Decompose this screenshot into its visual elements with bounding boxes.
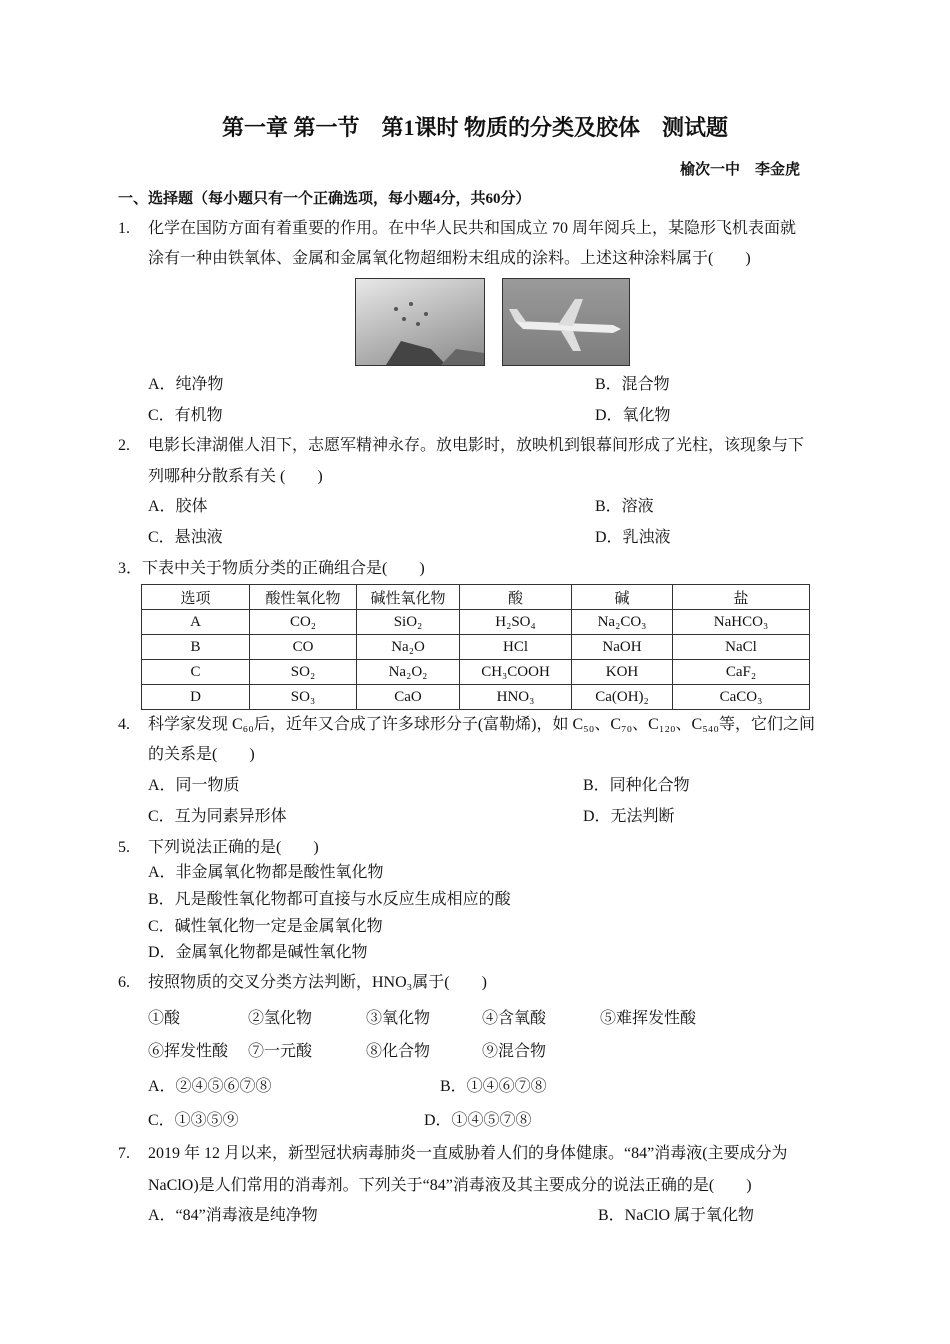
table-cell: CaO	[357, 685, 460, 710]
q6-item: ④含氧酸	[482, 1010, 547, 1027]
q2-text: 列哪种分散系有关 ( )	[148, 468, 323, 485]
page-title: 第一章 第一节 第1课时 物质的分类及胶体 测试题	[221, 115, 728, 140]
q4-option-d: D．无法判断	[583, 808, 675, 825]
q5-option-a: A．非金属氧化物都是酸性氧化物	[148, 864, 384, 881]
table-header: 盐	[673, 585, 810, 610]
q7-text: NaClO)是人们常用的消毒剂。下列关于“84”消毒液及其主要成分的说法正确的是( )	[148, 1177, 752, 1194]
q7-option-a: A．“84”消毒液是纯净物	[148, 1207, 318, 1224]
table-cell: CH₃COOH	[460, 660, 572, 685]
table-header: 酸性氧化物	[250, 585, 357, 610]
classification-table	[141, 584, 810, 710]
q5-option-c: C．碱性氧化物一定是金属氧化物	[148, 918, 383, 935]
table-header-row	[142, 585, 810, 610]
table-cell: CO₂	[250, 610, 357, 635]
q5-number: 5.	[118, 839, 130, 856]
table-header: 选项	[142, 585, 250, 610]
q4-text: 科学家发现 C₆₀后，近年又合成了许多球形分子(富勒烯)，如 C₅₀、C₇₀、C₁₂₀、C₅₄₀等，它们之间	[148, 716, 815, 733]
q4-number: 4.	[118, 716, 130, 733]
table-cell: C	[142, 660, 250, 685]
q1-option-b: B．混合物	[595, 376, 670, 393]
author: 榆次一中 李金虎	[679, 162, 800, 178]
q3-text: 3．下表中关于物质分类的正确组合是( )	[118, 560, 425, 577]
table-header: 碱	[572, 585, 673, 610]
table-cell: Na₂O₂	[357, 660, 460, 685]
q7-option-b: B．NaClO 属于氧化物	[598, 1207, 755, 1224]
q1-text: 化学在国防方面有着重要的作用。在中华人民共和国成立 70 周年阅兵上，某隐形飞机表面就	[148, 220, 797, 237]
q6-item: ⑨混合物	[482, 1043, 547, 1060]
q6-option-b: B．①④⑥⑦⑧	[440, 1078, 547, 1095]
q6-item: ③氧化物	[366, 1010, 431, 1027]
q5-option-d: D．金属氧化物都是碱性氧化物	[148, 944, 368, 961]
table-cell: CaF₂	[673, 660, 810, 685]
table-row	[142, 660, 810, 685]
q2-text: 电影长津湖催人泪下，志愿军精神永存。放电影时，放映机到银幕间形成了光柱，该现象与下	[148, 437, 805, 454]
table-cell: SO₃	[250, 685, 357, 710]
q6-item: ②氢化物	[248, 1010, 313, 1027]
table-cell: CO	[250, 635, 357, 660]
table-cell: NaCl	[673, 635, 810, 660]
q1-option-d: D．氧化物	[595, 407, 671, 424]
table-header: 酸	[460, 585, 572, 610]
table-cell: B	[142, 635, 250, 660]
table-cell: A	[142, 610, 250, 635]
table-cell: HCl	[460, 635, 572, 660]
table-cell: KOH	[572, 660, 673, 685]
parade-photo	[355, 278, 485, 366]
q2-option-c: C．悬浊液	[148, 529, 223, 546]
table-header: 碱性氧化物	[357, 585, 460, 610]
table-cell: NaOH	[572, 635, 673, 660]
q1-option-a: A．纯净物	[148, 376, 224, 393]
q1-option-c: C．有机物	[148, 407, 223, 424]
table-cell: D	[142, 685, 250, 710]
table-cell: Na₂CO₃	[572, 610, 673, 635]
q2-option-d: D．乳浊液	[595, 529, 671, 546]
q1-text: 涂有一种由铁氧体、金属和金属氧化物超细粉末组成的涂料。上述这种涂料属于( )	[148, 250, 751, 267]
q4-text: 的关系是( )	[148, 746, 255, 763]
q5-text: 下列说法正确的是( )	[148, 839, 319, 856]
table-cell: NaHCO₃	[673, 610, 810, 635]
q6-item: ⑥挥发性酸	[148, 1043, 229, 1060]
q7-text: 2019 年 12 月以来，新型冠状病毒肺炎一直威胁着人们的身体健康。“84”消毒液(主要成分为	[148, 1145, 788, 1162]
table-cell: Na₂O	[357, 635, 460, 660]
q4-option-c: C．互为同素异形体	[148, 808, 287, 825]
q4-option-b: B．同种化合物	[583, 777, 690, 794]
q1-number: 1.	[118, 220, 130, 237]
table-row	[142, 685, 810, 710]
table-cell: SO₂	[250, 660, 357, 685]
table-cell: H₂SO₄	[460, 610, 572, 635]
table-cell: SiO₂	[357, 610, 460, 635]
table-cell: Ca(OH)₂	[572, 685, 673, 710]
table-cell: CaCO₃	[673, 685, 810, 710]
q6-number: 6.	[118, 974, 130, 991]
q6-option-a: A．②④⑤⑥⑦⑧	[148, 1078, 272, 1095]
q6-option-d: D．①④⑤⑦⑧	[424, 1112, 532, 1129]
q2-number: 2.	[118, 437, 130, 454]
table-row	[142, 635, 810, 660]
q4-option-a: A．同一物质	[148, 777, 240, 794]
q2-option-a: A．胶体	[148, 498, 208, 515]
table-row	[142, 610, 810, 635]
q6-item: ⑦一元酸	[248, 1043, 313, 1060]
q6-item: ⑤难挥发性酸	[600, 1010, 697, 1027]
q6-item: ⑧化合物	[366, 1043, 431, 1060]
q5-option-b: B．凡是酸性氧化物都可直接与水反应生成相应的酸	[148, 891, 511, 908]
section-heading: 一、选择题（每小题只有一个正确选项，每小题4分，共60分）	[118, 191, 531, 207]
q6-item: ①酸	[148, 1010, 181, 1027]
q6-option-c: C．①③⑤⑨	[148, 1112, 239, 1129]
q7-number: 7.	[118, 1145, 130, 1162]
table-cell: HNO₃	[460, 685, 572, 710]
airplane-photo	[502, 278, 630, 366]
q6-text: 按照物质的交叉分类方法判断，HNO₃属于( )	[148, 974, 487, 991]
q2-option-b: B．溶液	[595, 498, 654, 515]
